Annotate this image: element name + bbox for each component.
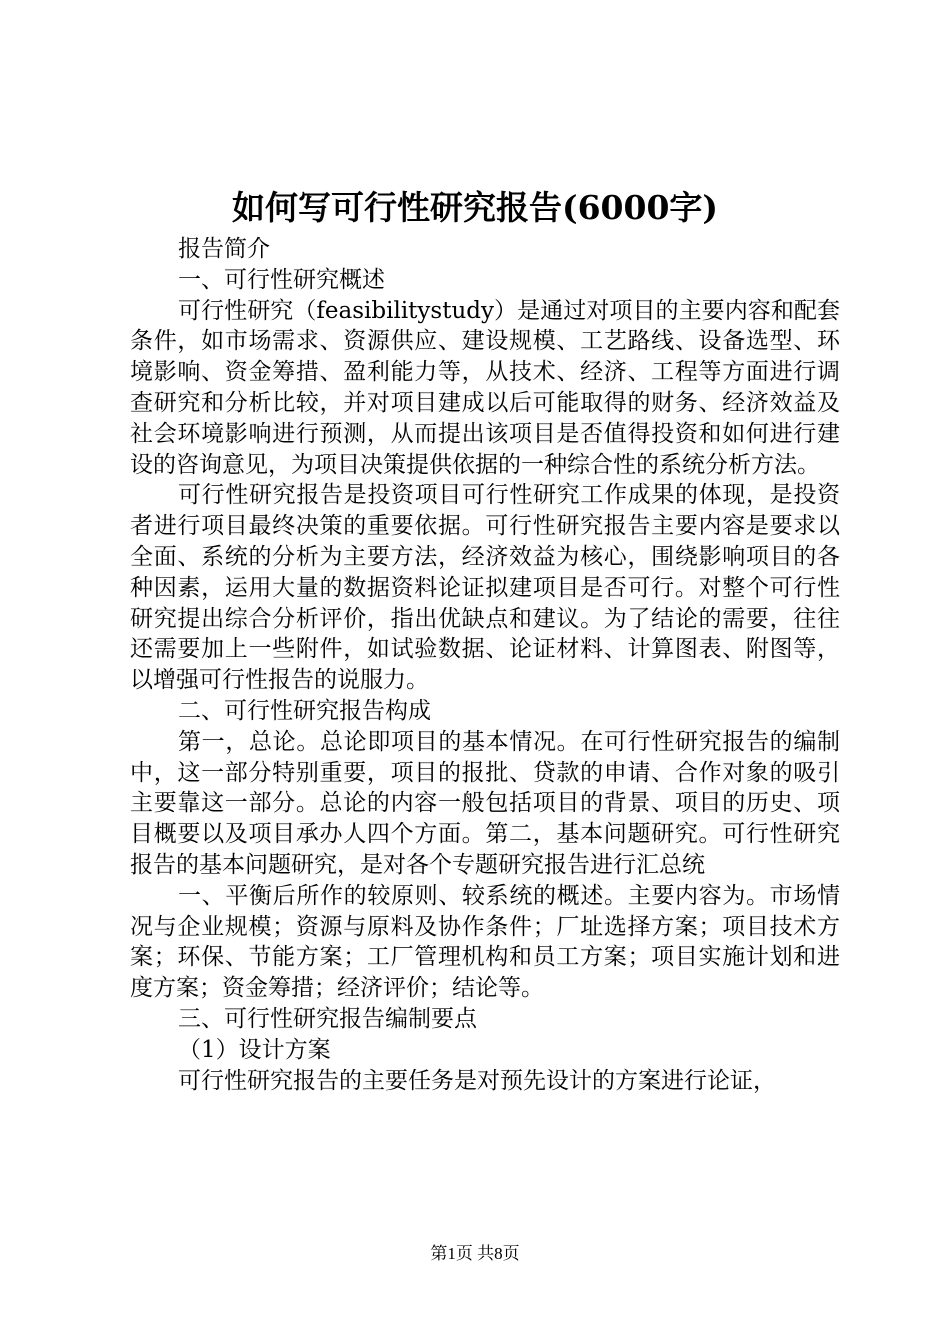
page-number-footer: 第1页 共8页 bbox=[430, 1244, 520, 1263]
paragraph-feasibility-definition: 可行性研究（feasibilitystudy）是通过对项目的主要内容和配套条件，如市场需求、资源供应、建设规模、工艺路线、设备选型、环境影响、资金筹措、盈利能力等，从技术、经济、工程等方面进行调查研究和分析比较，并对项目建成以后可能取得的财务、经济效益及社会环境影响进行预测，从而提出该项目是否值得投资和如何进行建设的咨询意见，为项目决策提供依据的一种综合性的系统分析方法。 bbox=[130, 297, 840, 478]
heading-section-3: 三、可行性研究报告编制要点 bbox=[178, 1005, 477, 1032]
document-body bbox=[130, 234, 840, 1096]
paragraph-general-overview: 第一，总论。总论即项目的基本情况。在可行性研究报告的编制中，这一部分特别重要，项目的报批、贷款的申请、合作对象的吸引主要靠这一部分。总论的内容一般包括项目的背景、项目的历史、项目概要以及项目承办人四个方面。第二，基本问题研究。可行性研究报告的基本问题研究，是对各个专题研究报告进行汇总统 bbox=[130, 728, 840, 878]
paragraph-main-contents: 一、平衡后所作的较原则、较系统的概述。主要内容为。市场情况与企业规模；资源与原料及协作条件；厂址选择方案；项目技术方案；环保、节能方案；工厂管理机构和员工方案；项目实施计划和进度方案；资金筹措；经济评价；结论等。 bbox=[130, 882, 840, 1002]
heading-section-1: 一、可行性研究概述 bbox=[178, 266, 385, 293]
paragraph-report-intro: 报告简介 bbox=[178, 236, 270, 262]
paragraph-main-task: 可行性研究报告的主要任务是对预先设计的方案进行论证， bbox=[178, 1067, 776, 1094]
heading-section-2: 二、可行性研究报告构成 bbox=[178, 697, 431, 724]
paragraph-report-purpose: 可行性研究报告是投资项目可行性研究工作成果的体现，是投资者进行项目最终决策的重要依据。可行性研究报告主要内容是要求以全面、系统的分析为主要方法，经济效益为核心，围绕影响项目的各种因素，运用大量的数据资料论证拟建项目是否可行。对整个可行性研究提出综合分析评价，指出优缺点和建议。为了结论的需要，往往还需要加上一些附件，如试验数据、论证材料、计算图表、附图等，以增强可行性报告的说服力。 bbox=[130, 482, 840, 694]
subheading-design-plan: （1）设计方案 bbox=[178, 1036, 331, 1063]
document-title: 如何写可行性研究报告(6000字) bbox=[231, 188, 719, 227]
